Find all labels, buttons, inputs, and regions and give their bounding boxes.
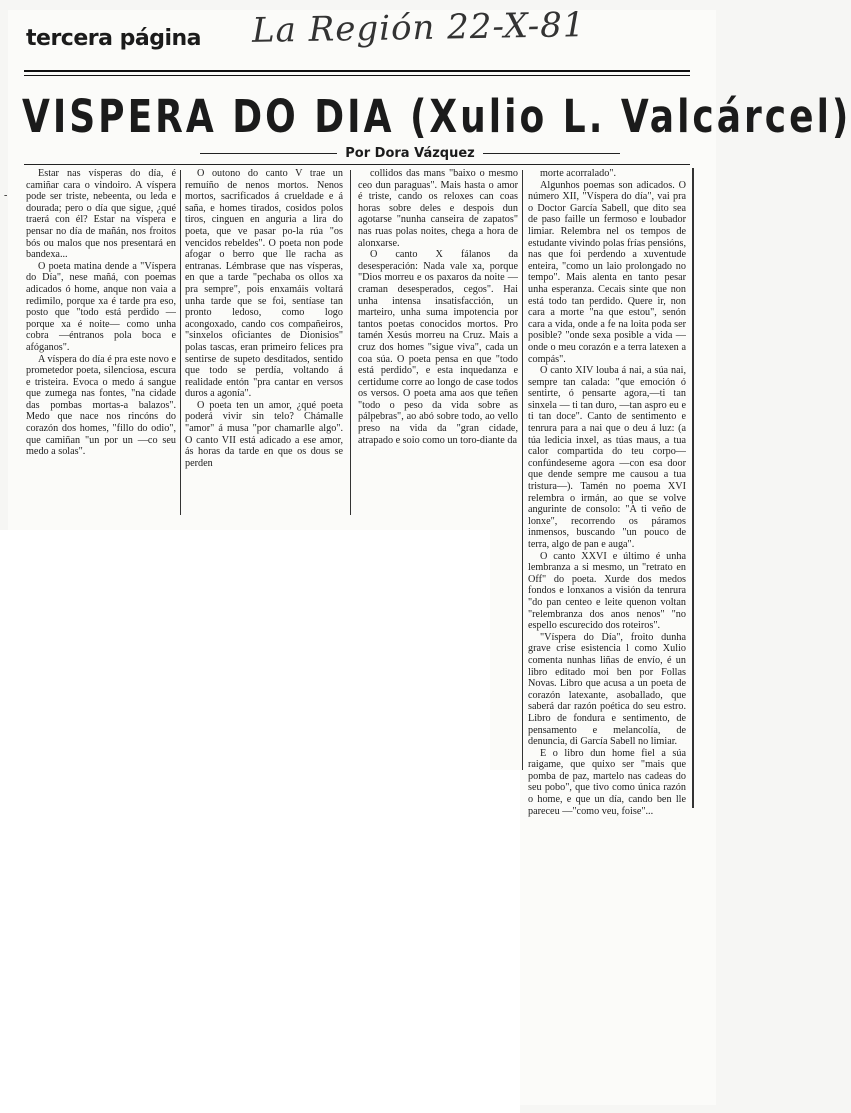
article-paragraph: O poeta ten un amor, ¿qué poeta poderá vivir sin telo? Chámalle "amor" á musa "por chamarlle algo". O canto VII está adicado a ese amor, ás horas da tarde en que os dous se perden — [185, 399, 343, 469]
handwritten-source-date: La Región 22-X-81 — [251, 5, 586, 51]
column-divider — [522, 170, 523, 770]
article-paragraph: A víspera do día é pra este novo e prometedor poeta, silenciosa, escura e tristeira. Evoca o medo á sangue que zumega nas fontes, "na cidade das pombas mortas-a balazos". Medo que nace nos rincóns do corazón dos homes, "fillo do odio", que camiñan "un por un —co seu medo a solas". — [26, 353, 176, 458]
body-top-rule — [24, 164, 690, 165]
article-paragraph: O canto XIV louba á nai, a súa nai, sempre tan calada: "que emoción ó sentirte, ó pensarte agora,—ti tan sinxela — ti tan duro, —tan aspro eu e ti tan doce". Canto de sentimento e tenrura para a nai que o deu á luz: (a túa ledicia inxel, as túas maus, a tua calor compartida do teu corpo— confúndeseme agora —con esa door que dende sempre me causou a tua tristura—). Tamén no poema XVI relembra o irmán, ao que se volve angurinte de consolo: "A ti veño de lonxe", recorrendo os páramos inmensos, buscando "un pouco de terra, algo de pan e auga". — [528, 365, 686, 550]
article-paragraph: O canto XXVI e último é unha lembranza a si mesmo, un "retrato en Off" do poeta. Xurde dos medos fondos e lonxanos a visión da tenrura "do pan centeo e leite quenon voltan "relembranza dos anos nenos" "no espello escurecido dos roteiros". — [528, 550, 686, 632]
article-paragraph: O canto X fálanos da desesperación: Nada vale xa, porque "Dios morreu e os paxaros da noite —craman desesperados, cegos". Hai unha intensa insatisfacción, un marteiro, unha suma impotencia por tantos poetas conocidos mortos. Pro tamén Xesús morreu na Cruz. Mais a cruz dos homes "sigue viva", cada un coa súa. O poeta pensa en que "todo está perdido", e esta inquedanza e certidume corre ao longo de case todos os versos. O poeta ama aos que teñen "todo o peso da vida sobre as pálpebras", ao abó sobre todo, ao vello preso na vida da "gran cidade, atrapado e soio como un toro-diante da — [358, 249, 518, 446]
article-paragraph: Algunhos poemas son adicados. O número XII, "Víspera do día", vai pra o Doctor García Sabell, que dito sea de paso faille un fermoso e loubador limiar. Relembra nel os tempos de estudante vivindo polas frías pensións, nas que foi perdendo a xuventude enteira, "como un laio prolongado no tempo". Mais alenta en tanto pesar unha esperanza. Cecais sinte que non está todo tan perdido. Quere ir, non cara a morte "na que estou", senón cara a vida, onde a fe na loita poda ser posible? "onde sexa posible a vida —onde o meu corazón e a terra latexen a compás". — [528, 179, 686, 365]
byline-rule-right — [483, 153, 620, 154]
article-paragraph: collidos das mans "baixo o mesmo ceo dun paraguas". Mais hasta o amor é triste, cando os reloxes can coas horas sobre deles e despois dun agotarse "nunha canseira de zapatos" nas ruas polas noites, chega a hora de alonxarse. — [358, 168, 518, 249]
article-paragraph: morte acorralado". — [540, 168, 616, 179]
section-title: tercera página — [26, 26, 201, 51]
article-paragraph: Estar nas vísperas do día, é camiñar cara o vindoiro. A víspera pode ser triste, nebeenta, ou leda e dourada; pero o día que sigue, ¿qué traerá con él? Estar na víspera e pensar no día de mañán, nos froitos bós ou malos que nos presentará en bandexa... — [26, 168, 176, 261]
blank-paper-area — [490, 770, 520, 1113]
article-column-2 — [185, 168, 343, 469]
article-paragraph: E o libro dun home fiel a súa raigame, que quixo ser "mais que pomba de paz, martelo nas cadeas do seu pobo", que tivo como única razón o home, e que un día, cando ben lle pareceu —"como veu, foise"... — [528, 747, 686, 817]
byline-row — [200, 146, 620, 161]
right-border-rule — [692, 168, 694, 808]
column-divider — [180, 170, 181, 515]
article-column-4 — [528, 168, 686, 817]
article-paragraph: O outono do canto V trae un remuíño de nenos mortos. Nenos mortos, sacrificados á crueldade e á saña, e homes tirados, cosidos polos tiros, cinguen en anguria a lira do poeta, que ve pasar po-la rúa "os vencidos rebeldes". O poeta non pode afogar o berro que lle racha as entranas. Lémbrase que nas vísperas, en que a tarde "pechaba os ollos xa pra sempre", pois enxamáis voltará unha tarde que se foi, sentíase tan pronto ledoso, como logo acongoxado, cando cos compañeiros, "sinxelos oficiantes de Dionisios" polas tascas, eran primeiro felices pra sentirse de supeto desditados, sentido que todo se perdía, voltando á realidade entón "pra cantar en versos duros a agonía". — [185, 168, 343, 400]
article-paragraph: "Víspera do Día", froito dunha grave crise esistencia l como Xulio comenta nunhas liñas de envío, é un libro editado moi ben por Follas Novas. Libro que acusa a un poeta de corazón latexante, asoballado, que saberá dar razón poética do seu estro. Libro de fondura e sentimento, de pensamento e melancolía, de denuncia, di García Sabell no limiar. — [528, 631, 686, 748]
article-paragraph: O poeta matina dende a "Víspera do Día", nese mañá, con poemas adicados ó home, anque non vaia a redimilo, porque xa é tarde pra eso, posto que "todo está perdido —porque xa é noite— como unha cobra —éntranos pola boca e afóganos". — [26, 260, 176, 353]
article-column-3 — [358, 168, 518, 446]
blank-paper-area — [0, 530, 490, 1113]
article-byline: Por Dora Vázquez — [345, 146, 475, 161]
byline-rule-left — [200, 153, 337, 154]
margin-mark: - — [4, 190, 8, 201]
column-divider — [350, 170, 351, 515]
article-headline: VISPERA DO DIA (Xulio L. Valcárcel) — [22, 92, 851, 144]
header-rule — [24, 70, 690, 72]
article-column-1 — [26, 168, 176, 458]
header-rule-thin — [24, 75, 690, 76]
